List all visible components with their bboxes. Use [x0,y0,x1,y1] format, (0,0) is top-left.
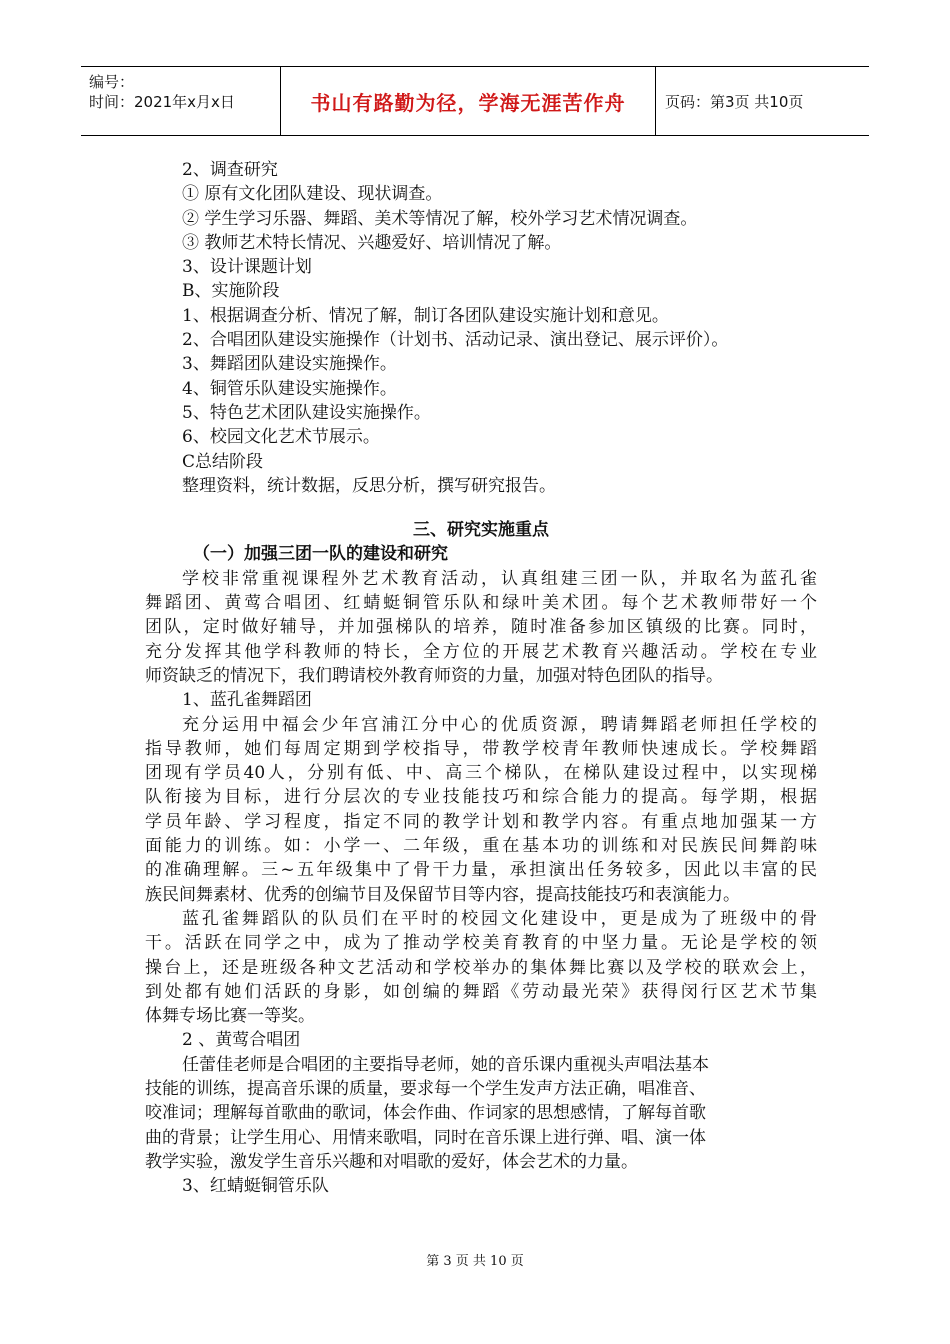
text-line: 舞蹈团、黄莺合唱团、红蜻蜓铜管乐队和绿叶美术团。每个艺术教师带好一个 [145,593,817,614]
text-line: 3、舞蹈团队建设实施操作。 [182,354,397,375]
paragraph-dance-2 [145,907,817,1028]
text-line: 蓝孔雀舞蹈队的队员们在平时的校园文化建设中，更是成为了班级中的骨 [182,908,817,929]
text-line: 充分发挥其他学科教师的特长，全方位的开展艺术教育兴趣活动。学校在专业 [145,641,817,662]
text-line: 2、合唱团队建设实施操作（计划书、活动记录、演出登记、展示评价）。 [182,330,729,351]
paragraph-choir [145,1053,817,1174]
page-footer: 第 3 页 共 10 页 [426,1254,524,1269]
text-line: 5、特色艺术团队建设实施操作。 [182,402,431,423]
text-line: 团现有学员40人，分别有低、中、高三个梯队，在梯队建设过程中，以实现梯 [145,763,817,784]
text-line: 体舞专场比赛一等奖。 [145,1006,315,1027]
text-line: 面能力的训练。如：小学一、二年级，重在基本功的训练和对民族民间舞韵味 [145,836,817,857]
text-line: 2、调查研究 [182,160,278,180]
plan-list [145,158,817,498]
document-body [145,158,817,1198]
subsection-title: （一）加强三团一队的建设和研究 [193,544,448,565]
section-title: 三、研究实施重点 [413,520,549,541]
text-line: 族民间舞素材、优秀的创编节目及保留节目等内容，提高技能技巧和表演能力。 [145,884,740,905]
text-line: 1、根据调查分析、情况了解，制订各团队建设实施计划和意见。 [182,305,669,326]
text-line: 指导教师，她们每周定期到学校指导，带教学校青年教师快速成长。学校舞蹈 [145,738,817,759]
text-line: 咬准词；理解每首歌曲的歌词，体会作曲、作词家的思想感情，了解每首歌 [145,1103,706,1124]
text-line: 的准确理解。三~五年级集中了骨干力量，承担演出任务较多，因此以丰富的民 [145,860,817,881]
paragraph-dance [145,713,817,907]
paragraph-intro [145,567,817,688]
text-line: 任蕾佳老师是合唱团的主要指导老师，她的音乐课内重视头声唱法基本 [182,1054,709,1075]
text-line: 3、设计课题计划 [182,257,312,278]
item-title-band: 3、红蜻蜓铜管乐队 [182,1176,329,1197]
text-line: 技能的训练，提高音乐课的质量，要求每一个学生发声方法正确，唱准音、 [145,1078,706,1099]
date-label: 时间：2021年x月x日 [89,93,235,111]
item-title-choir: 2 、黄莺合唱团 [182,1030,301,1051]
text-line: ① 原有文化团队建设、现状调查。 [182,184,443,205]
text-line: 曲的背景；让学生用心、用情来歌唱，同时在音乐课上进行弹、唱、演一体 [145,1127,706,1148]
item-title-dance: 1、蓝孔雀舞蹈团 [182,690,312,711]
text-line: 6、校园文化艺术节展示。 [182,427,380,448]
text-line: ③ 教师艺术特长情况、兴趣爱好、培训情况了解。 [182,232,562,253]
text-line: B、实施阶段 [182,281,280,302]
text-line: 4、铜管乐队建设实施操作。 [182,378,397,399]
text-line: 师资缺乏的情况下，我们聘请校外教育师资的力量，加强对特色团队的指导。 [145,665,723,686]
number-label: 编号： [89,73,135,91]
header-meta [89,72,235,112]
text-line: 学员年龄、学习程度，指定不同的教学计划和教学内容。有重点地加强某一方 [145,811,817,832]
page-header [81,66,869,136]
text-line: 学校非常重视课程外艺术教育活动，认真组建三团一队，并取名为蓝孔雀 [182,568,817,589]
text-line: 操台上，还是班级各种文艺活动和学校举办的集体舞比赛以及学校的联欢会上， [145,957,817,978]
text-line: ② 学生学习乐器、舞蹈、美术等情况了解，校外学习艺术情况调查。 [182,208,698,229]
text-line: 整理资料，统计数据，反思分析，撰写研究报告。 [182,475,556,496]
text-line: 教学实验，激发学生音乐兴趣和对唱歌的爱好，体会艺术的力量。 [145,1151,638,1172]
text-line: C总结阶段 [182,451,264,472]
text-line: 干。活跃在同学之中，成为了推动学校美育教育的中坚力量。无论是学校的领 [145,933,817,954]
text-line: 团队，定时做好辅导，并加强梯队的培养，随时准备参加区镇级的比赛。同时， [145,617,817,638]
text-line: 充分运用中福会少年宫浦江分中心的优质资源，聘请舞蹈老师担任学校的 [182,714,817,735]
header-page-number: 页码：第3页 共10页 [665,93,804,111]
header-divider [655,67,656,135]
text-line: 到处都有她们活跃的身影，如创编的舞蹈《劳动最光荣》获得闵行区艺术节集 [145,981,817,1002]
text-line: 队衔接为目标，进行分层次的专业技能技巧和综合能力的提高。每学期，根据 [145,787,817,808]
header-motto: 书山有路勤为径，学海无涯苦作舟 [310,90,626,115]
